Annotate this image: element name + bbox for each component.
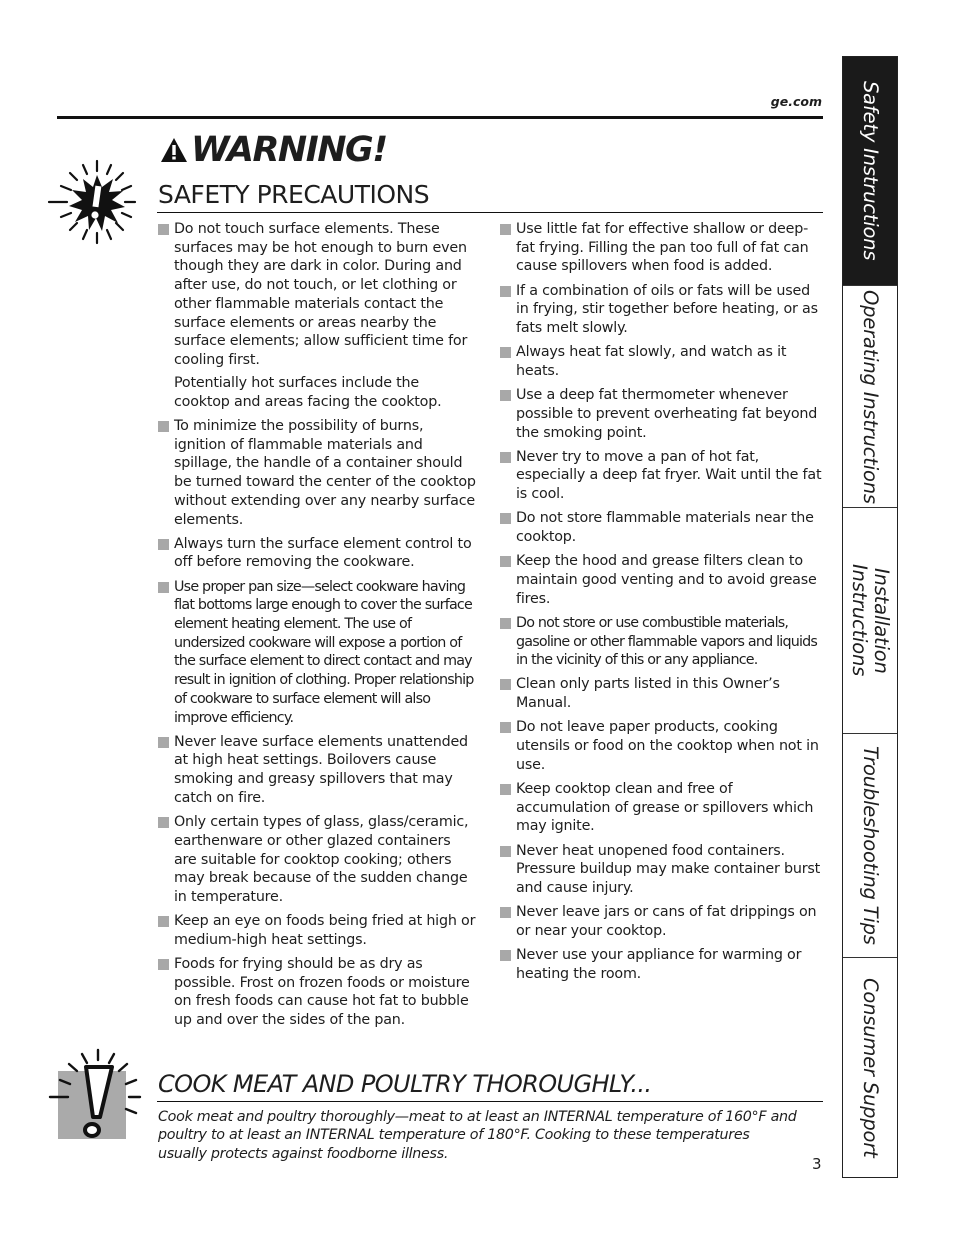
bullet-square — [500, 907, 511, 918]
cook-meat-text: Cook meat and poultry thoroughly—meat to at least an INTERNAL temperature of 160°F and poultry to at least an INTERNAL temperature of 180°F. Cooking to these temperatures usually protects against foodborne illness. — [158, 1109, 797, 1162]
page-number: 3 — [812, 1155, 822, 1173]
cook-meat-title: COOK MEAT AND POULTRY THOROUGHLY... — [158, 1070, 652, 1098]
bullet-square — [158, 737, 169, 748]
tab-installation-instructions[interactable]: Installation Instructions — [843, 507, 897, 733]
list-item: Keep the hood and grease filters clean to maintain good venting and to avoid grease fires. — [500, 552, 824, 608]
right-column — [500, 220, 824, 989]
bullet-square — [500, 846, 511, 857]
bullet-square — [158, 959, 169, 970]
tab-consumer-support[interactable]: Consumer Support — [843, 957, 897, 1177]
bullet-square — [500, 452, 511, 463]
tab-operating-instructions[interactable]: Operating Instructions — [843, 285, 897, 507]
list-item: Never use your appliance for warming or heating the room. — [500, 946, 824, 983]
warning-heading — [160, 130, 387, 170]
bullet-square — [158, 582, 169, 593]
tab-safety-instructions[interactable]: Safety Instructions — [843, 57, 897, 285]
list-item: Never heat unopened food containers. Pressure buildup may make container burst and cause injury. — [500, 842, 824, 898]
section-rule — [157, 1101, 823, 1102]
list-item: Keep an eye on foods being fried at high or medium-high heat settings. — [158, 912, 476, 949]
top-rule — [57, 116, 823, 119]
bullet-square — [158, 421, 169, 432]
safety-precautions-title: SAFETY PRECAUTIONS — [158, 180, 430, 209]
bullet-square — [158, 539, 169, 550]
list-item: Do not touch surface elements. These surfaces may be hot enough to burn even though they are dark in color. During and after use, do not touch, or let clothing or other flammable materials contact the surface elements or areas nearby the surface elements; allow sufficient time for cooling first. — [158, 220, 476, 370]
bullet-square — [500, 390, 511, 401]
bullet-square — [158, 817, 169, 828]
list-item: Keep cooktop clean and free of accumulation of grease or spillovers which may ignite. — [500, 780, 824, 836]
tab-troubleshooting-tips[interactable]: Troubleshooting Tips — [843, 733, 897, 957]
bullet-square — [158, 916, 169, 927]
section-tabs — [842, 56, 898, 1178]
list-item: If a combination of oils or fats will be used in frying, stir together before heating, or as fats melt slowly. — [500, 282, 824, 338]
bullet-square — [500, 513, 511, 524]
warning-burst-icon — [45, 155, 150, 250]
bullet-square — [500, 618, 511, 629]
list-item: To minimize the possibility of burns, ignition of flammable materials and spillage, the handle of a container should be turned toward the center of the cooktop without extending over any nearby surface elements. — [158, 417, 476, 529]
section-rule — [157, 212, 823, 213]
bullet-square — [500, 722, 511, 733]
list-item: Always turn the surface element control to off before removing the cookware. — [158, 535, 476, 572]
warning-triangle-icon — [160, 137, 188, 163]
list-item: Foods for frying should be as dry as possible. Frost on frozen foods or moisture on fresh foods can cause hot fat to bubble up and over the sides of the pan. — [158, 955, 476, 1030]
list-item: Never try to move a pan of hot fat, especially a deep fat fryer. Wait until the fat is cool. — [500, 448, 824, 504]
bullet-square — [500, 950, 511, 961]
site-url: ge.com — [770, 94, 822, 109]
warning-title: WARNING! — [191, 130, 387, 170]
list-item: Never leave surface elements unattended at high heat settings. Boilovers cause smoking and greasy spillovers that may catch on fire. — [158, 733, 476, 808]
bullet-square — [500, 679, 511, 690]
list-item: Use proper pan size—select cookware having flat bottoms large enough to cover the surface element heating element. The use of undersized cookware will expose a portion of the surface element to direct contact and may result in ignition of clothing. Proper relationship of cookware to surface element will also improve efficiency. — [158, 578, 476, 728]
caution-exclamation-icon — [46, 1047, 150, 1142]
list-item: Never leave jars or cans of fat drippings on or near your cooktop. — [500, 903, 824, 940]
left-column — [158, 220, 476, 1035]
bullet-square — [158, 224, 169, 235]
list-item: Use little fat for effective shallow or deep-fat frying. Filling the pan too full of fat can cause spillovers when food is added. — [500, 220, 824, 276]
list-item: Only certain types of glass, glass/ceramic, earthenware or other glazed containers are suitable for cooktop cooking; others may break because of the sudden change in temperature. — [158, 813, 476, 907]
list-item: Always heat fat slowly, and watch as it heats. — [500, 343, 824, 380]
list-item: Clean only parts listed in this Owner’s Manual. — [500, 675, 824, 712]
list-item: Do not store or use combustible materials, gasoline or other flammable vapors and liquids in the vicinity of this or any appliance. — [500, 614, 824, 670]
bullet-square — [500, 347, 511, 358]
bullet-square — [500, 286, 511, 297]
bullet-square — [500, 556, 511, 567]
list-item: Use a deep fat thermometer whenever possible to prevent overheating fat beyond the smoking point. — [500, 386, 824, 442]
list-item-continuation: Potentially hot surfaces include the cooktop and areas facing the cooktop. — [174, 375, 442, 410]
list-item: Do not leave paper products, cooking utensils or food on the cooktop when not in use. — [500, 718, 824, 774]
list-item: Do not store flammable materials near the cooktop. — [500, 509, 824, 546]
bullet-square — [500, 784, 511, 795]
bullet-square — [500, 224, 511, 235]
